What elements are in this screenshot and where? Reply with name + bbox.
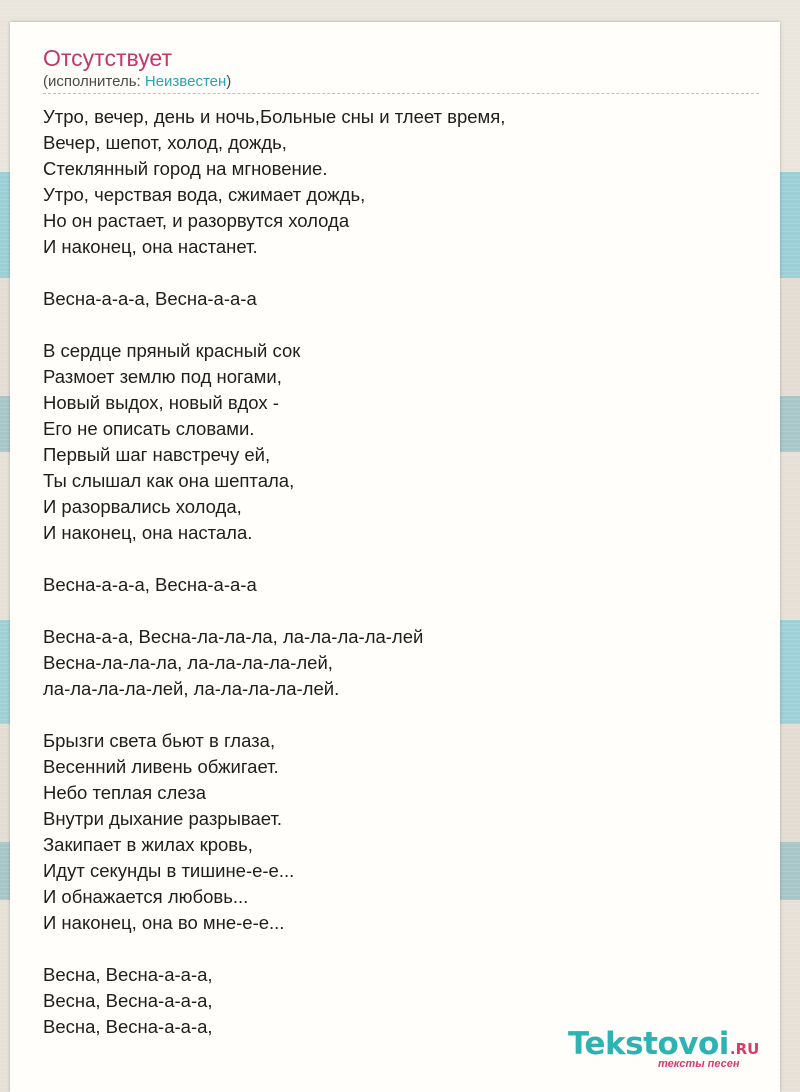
stanza-gap xyxy=(43,936,763,962)
lyric-line: Весна-ла-ла-ла, ла-ла-ла-ла-лей, xyxy=(43,652,333,673)
lyrics-text xyxy=(43,104,763,1040)
title-divider xyxy=(43,93,759,94)
lyric-line: Его не описать словами. xyxy=(43,418,255,439)
stanza-gap xyxy=(43,702,763,728)
lyric-line: Весна-а-а-а, Весна-а-а-а xyxy=(43,574,257,595)
stanza xyxy=(43,624,763,702)
lyric-line: Весна, Весна-а-а-а, xyxy=(43,990,213,1011)
lyric-line: И разорвались холода, xyxy=(43,496,242,517)
lyric-line: Небо теплая слеза xyxy=(43,782,206,803)
lyric-line: Закипает в жилах кровь, xyxy=(43,834,253,855)
lyric-line: И наконец, она во мне-е-е... xyxy=(43,912,285,933)
logo-main-text: Tekstovoi xyxy=(568,1026,729,1062)
lyric-line: Стеклянный город на мгновение. xyxy=(43,158,328,179)
lyric-line: Утро, черствая вода, сжимает дождь, xyxy=(43,184,366,205)
lyric-line: Новый выдох, новый вдох - xyxy=(43,392,279,413)
lyric-line: Весна, Весна-а-а-а, xyxy=(43,964,213,985)
artist-line xyxy=(43,72,231,92)
lyric-line: Идут секунды в тишине-е-е... xyxy=(43,860,295,881)
song-title: Отсутствует xyxy=(43,45,172,71)
logo-tld: .RU xyxy=(729,1040,760,1058)
stanza-gap xyxy=(43,598,763,624)
lyric-line: Ты слышал как она шептала, xyxy=(43,470,295,491)
stanza xyxy=(43,286,763,312)
lyric-line: И наконец, она настала. xyxy=(43,522,253,543)
lyric-line: И обнажается любовь... xyxy=(43,886,249,907)
lyric-line: Внутри дыхание разрывает. xyxy=(43,808,283,829)
lyric-line: В сердце пряный красный сок xyxy=(43,340,301,361)
stanza xyxy=(43,728,763,936)
stanza xyxy=(43,104,763,260)
stanza-gap xyxy=(43,312,763,338)
stanza-gap xyxy=(43,546,763,572)
lyric-line: ла-ла-ла-ла-лей, ла-ла-ла-ла-лей. xyxy=(43,678,340,699)
stanza-gap xyxy=(43,260,763,286)
lyric-line: Первый шаг навстречу ей, xyxy=(43,444,271,465)
lyric-line: Утро, вечер, день и ночь,Больные сны и тлеет время, xyxy=(43,106,506,127)
lyric-line: Весна-а-а, Весна-ла-ла-ла, ла-ла-ла-ла-лей xyxy=(43,626,424,647)
lyric-line: Весна-а-а-а, Весна-а-а-а xyxy=(43,288,257,309)
lyric-line: Весенний ливень обжигает. xyxy=(43,756,279,777)
artist-name-link[interactable]: Неизвестен xyxy=(144,73,227,90)
lyric-line: Брызги света бьют в глаза, xyxy=(43,730,276,751)
logo-subtitle: тексты песен xyxy=(658,1058,740,1070)
stanza xyxy=(43,338,763,546)
site-logo[interactable] xyxy=(568,1025,773,1075)
lyric-line: Вечер, шепот, холод, дождь, xyxy=(43,132,287,153)
lyrics-card xyxy=(10,22,780,1092)
lyric-line: И наконец, она настанет. xyxy=(43,236,258,257)
lyric-line: Весна, Весна-а-а-а, xyxy=(43,1016,213,1037)
artist-prefix: (исполнитель: xyxy=(43,73,145,90)
lyric-line: Но он растает, и разорвутся холода xyxy=(43,210,350,231)
stanza xyxy=(43,572,763,598)
artist-suffix: ) xyxy=(226,73,232,90)
lyric-line: Размоет землю под ногами, xyxy=(43,366,282,387)
